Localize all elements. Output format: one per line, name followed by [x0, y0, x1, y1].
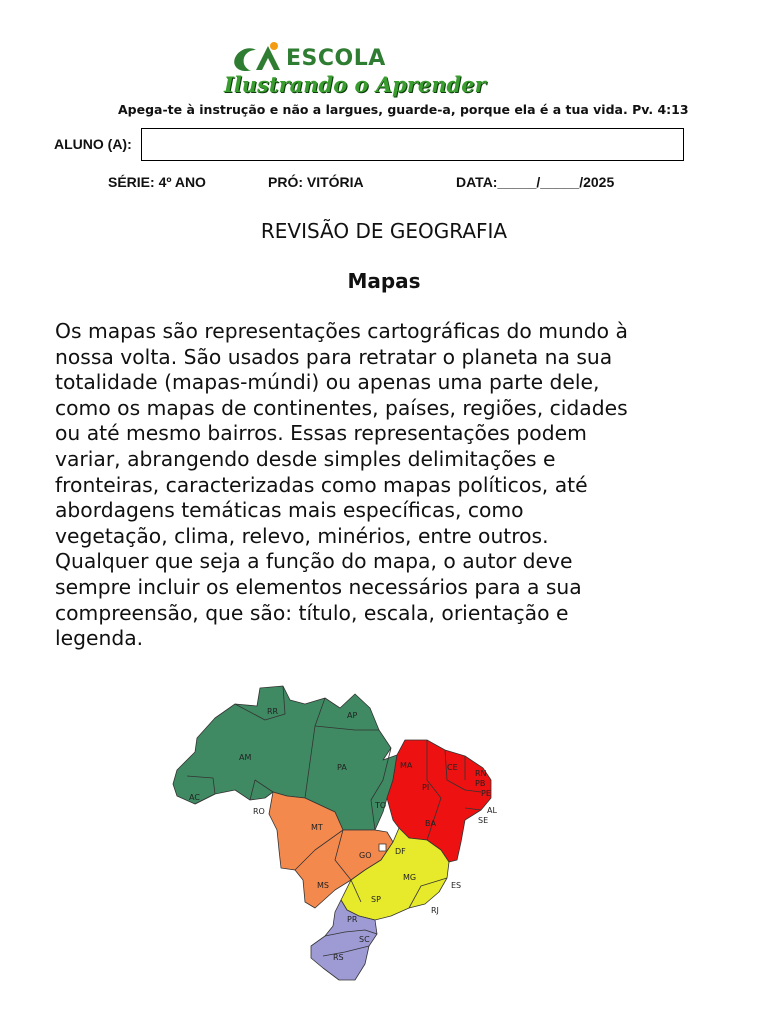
label-mg: MG — [403, 873, 417, 882]
paragraph-line: sempre incluir os elementos necessários para a sua — [55, 574, 582, 599]
document-subtitle: Mapas — [347, 269, 421, 293]
label-pi: PI — [422, 783, 430, 792]
logo-school-name: Ilustrando o Aprender — [224, 72, 486, 97]
paragraph-line: Os mapas são representações cartográficas do mundo à — [55, 319, 628, 343]
label-mt: MT — [311, 823, 323, 832]
label-ba: BA — [425, 819, 436, 828]
label-ap: AP — [347, 711, 358, 720]
paragraph-line: vegetação, clima, relevo, minérios, entre outros. — [55, 523, 549, 548]
label-pb: PB — [475, 779, 486, 788]
paragraph-line: legenda. — [55, 626, 144, 651]
paragraph-line: abordagens temáticas mais específicas, como — [55, 498, 524, 523]
document-title: REVISÃO DE GEOGRAFIA — [260, 219, 508, 243]
label-pe: PE — [481, 789, 491, 798]
label-am: AM — [239, 753, 252, 762]
label-sp: SP — [371, 895, 381, 904]
label-ro: RO — [253, 807, 265, 816]
logo-escola-text: ESCOLA — [286, 46, 386, 71]
label-ma: MA — [400, 761, 413, 770]
teacher-text: PRÓ: VITÓRIA — [268, 174, 364, 190]
label-pa: PA — [337, 763, 347, 772]
paragraph-line: compreensão, que são: título, escala, orientação e — [55, 600, 569, 625]
label-rr: RR — [267, 707, 279, 716]
paragraph-line: variar, abrangendo desde simples delimitações e — [55, 446, 556, 471]
grade-text: SÉRIE: 4º ANO — [108, 174, 206, 190]
student-name-field[interactable] — [141, 128, 684, 161]
label-go: GO — [359, 851, 372, 860]
label-rj: RJ — [431, 906, 439, 915]
date-text: DATA:_____/_____/2025 — [456, 174, 615, 190]
label-es: ES — [451, 881, 462, 890]
paragraph-line: como os mapas de continentes, países, regiões, cidades — [55, 395, 628, 420]
label-df: DF — [395, 847, 406, 856]
paragraph-line: totalidade (mapas-múndi) ou apenas uma parte dele, — [55, 370, 600, 395]
brazil-map — [165, 680, 505, 1000]
bible-verse: Apega-te à instrução e não a largues, guarde-a, porque ela é a tua vida. Pv. 4:13 — [118, 102, 689, 117]
student-label: ALUNO (A): — [54, 136, 132, 152]
label-sc: SC — [359, 935, 370, 944]
label-ce: CE — [447, 763, 458, 772]
label-ms: MS — [317, 881, 329, 890]
school-logo — [222, 40, 547, 100]
label-to: TO — [375, 801, 387, 810]
paragraph — [55, 319, 723, 652]
label-pr: PR — [347, 915, 358, 924]
label-rs: RS — [333, 953, 344, 962]
paragraph-line: ou até mesmo bairros. Essas representações podem — [55, 421, 587, 446]
paragraph-line: fronteiras, caracterizadas como mapas políticos, até — [55, 472, 588, 497]
label-ac: AC — [189, 793, 200, 802]
paragraph-line: nossa volta. São usados para retratar o planeta na sua — [55, 344, 613, 369]
paragraph-line: Qualquer que seja a função do mapa, o autor deve — [55, 549, 573, 574]
label-se: SE — [478, 816, 489, 825]
label-rn: RN — [475, 769, 487, 778]
label-al: AL — [487, 806, 497, 815]
